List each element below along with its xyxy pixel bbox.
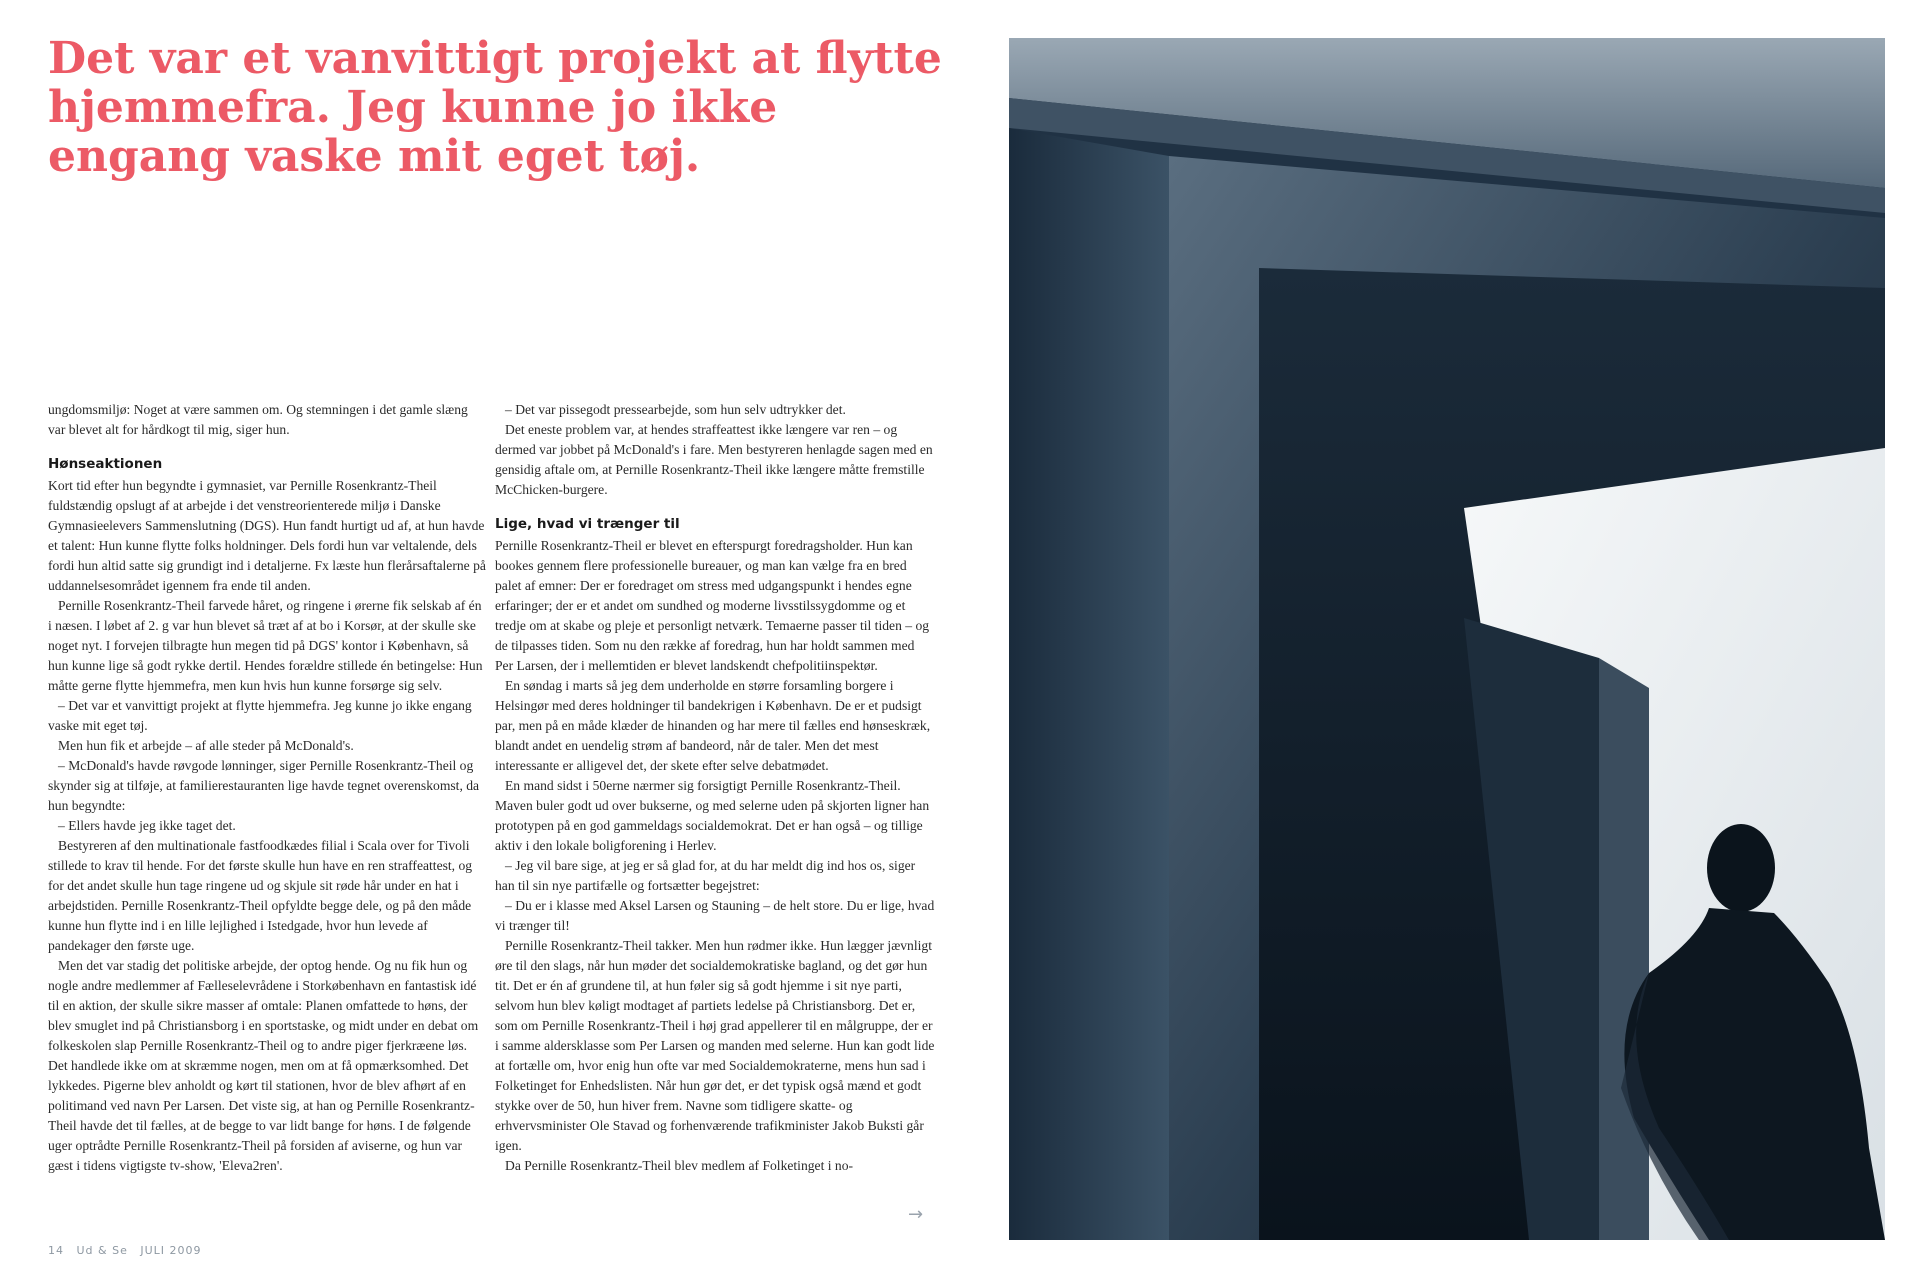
paragraph: Men det var stadig det politiske arbejde, der optog hende. Og nu fik hun og nogle andre medlemmer af Fælleselevrådene i Storkøbenhavn en fantastisk idé til en aktion, der skulle sikre masser af omtale: Planen omfattede to høns, der blev smuglet ind på Christiansborg i en sportstaske, og midt under en debat om folkeskolen slap Pernille Rosenkrantz-Theil og to andre piger fjerkræene løs. Det handlede ikke om at skræmme nogen, men om at få opmærksomhed. Det lykkedes. Pigerne blev anholdt og kørt til stationen, hvor de blev afhørt af en politimand ved navn Per Larsen. Det viste sig, at han og Pernille Rosenkrantz-Theil havde det til fælles, at de begge to var lidt bange for høns. I de følgende uger optrådte Pernille Rosenkrantz-Theil på forsiden af aviserne, og hun var gæst i tidens vigtigste tv-show, 'Eleva2ren'. [48, 958, 479, 1173]
page-number: 14 [48, 1244, 64, 1257]
paragraph: En mand sidst i 50erne nærmer sig forsigtigt Pernille Rosenkrantz-Theil. Maven buler godt ud over bukserne, og med selerne uden på skjorten ligner han prototypen på en god gammeldags socialdemokrat. Det er han også – og tillige aktiv i den lokale boligforening i Herlev. [495, 778, 930, 853]
paragraph: ungdomsmiljø: Noget at være sammen om. Og stemningen i det gamle slæng var blevet alt for hårdkogt til mig, siger hun. [48, 402, 468, 437]
section-heading: Lige, hvad vi trænger til [495, 516, 680, 532]
paragraph: – Det var et vanvittigt projekt at flytte hjemmefra. Jeg kunne jo ikke engang vaske mit eget tøj. [48, 698, 472, 733]
paragraph: Pernille Rosenkrantz-Theil farvede håret, og ringene i ørerne fik selskab af én i næsen. I løbet af 2. g var hun blevet så træt af at bo i Korsør, at der skulle ske noget nyt. I forvejen tilbragte hun megen tid på DGS' kontor i København, så hun kunne lige så godt rykke dertil. Hendes forældre stillede én betingelse: Hun måtte gerne flytte hjemmefra, men kun hvis hun kunne forsørge sig selv. [48, 598, 483, 693]
paragraph: – Du er i klasse med Aksel Larsen og Stauning – de helt store. Du er lige, hvad vi trænger til! [495, 898, 935, 933]
paragraph: – Jeg vil bare sige, at jeg er så glad for, at du har meldt dig ind hos os, siger han til sin nye partifælle og fortsætter begejstret: [495, 858, 916, 893]
paragraph: Pernille Rosenkrantz-Theil er blevet en efterspurgt foredragsholder. Hun kan bookes gennem flere professionelle bureauer, og man kan vælge fra en bred palet af emner: Der er foredraget om stress med udgangspunkt i hendes egne erfaringer; der er et andet om sundhed og moderne livsstilssygdomme og et tredje om at skabe og pleje et personligt netværk. Temaerne passer til tiden – og de tilpasses tiden. Som nu den række af foredrag, hun har holdt sammen med Per Larsen, der i mellemtiden er blevet landskendt chefpolitiinspektør. [495, 538, 930, 673]
continue-arrow-icon: → [908, 1204, 924, 1225]
photo [1009, 38, 1885, 1240]
magazine-name: Ud & Se [76, 1244, 128, 1257]
paragraph: – McDonald's havde røvgode lønninger, siger Pernille Rosenkrantz-Theil og skynder sig at tilføje, at familierestauranten lige havde tegnet overenskomst, da hun begyndte: [48, 758, 480, 813]
paragraph: Pernille Rosenkrantz-Theil takker. Men hun rødmer ikke. Hun lægger jævnligt øre til den slags, når hun møder det socialdemokratiske bagland, og det gør hun tit. Det er én af grundene til, at hun føler sig så godt hjemme i sit nye parti, selvom hun blev køligt modtaget af partiets ledelse på Christiansborg. Det er, som om Pernille Rosenkrantz-Theil i høj grad appellerer til en målgruppe, der er i samme aldersklasse som Per Larsen og manden med selerne. Hun kan godt lide at fortælle om, hvor enig hun ofte var med Socialdemokraterne, mens hun sad i Folketinget for Enhedslisten. Når hun gør det, er det typisk også mænd et godt stykke over de 50, hun hiver frem. Navne som tidligere skatte- og erhvervsminister Ole Stavad og forhenværende trafikminister Jakob Buksti går igen. [495, 938, 935, 1153]
paragraph: Men hun fik et arbejde – af alle steder på McDonald's. [58, 738, 354, 753]
headline: Det var et vanvittigt projekt at flytte hjemmefra. Jeg kunne jo ikke engang vaske mit eget tøj. [48, 33, 942, 182]
paragraph: Bestyreren af den multinationale fastfoodkædes filial i Scala over for Tivoli stillede to krav til hende. For det første skulle hun have en ren straffeattest, og for det andet skulle hun tage ringene ud og skjule sit røde hår under en hat i arbejdstiden. Pernille Rosenkrantz-Theil opfyldte begge dele, og på den måde kunne hun flytte ind i en lille lejlighed i Istedgade, hvor hun levede af pandekager den første uge. [48, 838, 473, 953]
article-column-1 [48, 400, 488, 1176]
paragraph: Kort tid efter hun begyndte i gymnasiet, var Pernille Rosenkrantz-Theil fuldstændig opslugt af at arbejde i det venstreorienterede miljø i Danske Gymnasieelevers Sammenslutning (DGS). Hun fandt hurtigt ud af, at hun havde et talent: Hun kunne flytte folks holdninger. Dels fordi hun var veltalende, dels fordi hun altid satte sig grundigt ind i detaljerne. Fx læste hun flerårsaftalerne på uddannelsesområdet igennem fra ende til anden. [48, 478, 486, 593]
photo-silhouette-in-doorway-icon [1009, 38, 1885, 1240]
page-footer [48, 1244, 210, 1257]
paragraph: Det eneste problem var, at hendes straffeattest ikke længere var ren – og dermed var jobbet på McDonald's i fare. Men bestyreren henlagde sagen med en gensidig aftale om, at Pernille Rosenkrantz-Theil ikke længere måtte fremstille McChicken-burgere. [495, 422, 933, 497]
paragraph: – Ellers havde jeg ikke taget det. [58, 818, 236, 833]
paragraph: – Det var pissegodt pressearbejde, som hun selv udtrykker det. [505, 402, 846, 417]
issue-date: JULI 2009 [140, 1244, 202, 1257]
paragraph: Da Pernille Rosenkrantz-Theil blev medlem af Folketinget i no- [505, 1158, 854, 1173]
section-heading: Hønseaktionen [48, 456, 163, 472]
paragraph: En søndag i marts så jeg dem underholde en større forsamling borgere i Helsingør med deres holdninger til bandekrigen i København. De er et pudsigt par, men på en måde klæder de hinanden og har mere til fælles end hønseskræk, blandt andet en uendelig strøm af bandeord, når de taler. Men det mest interessante er alligevel det, der skete efter selve debatmødet. [495, 678, 931, 773]
article-column-2 [495, 400, 935, 1176]
